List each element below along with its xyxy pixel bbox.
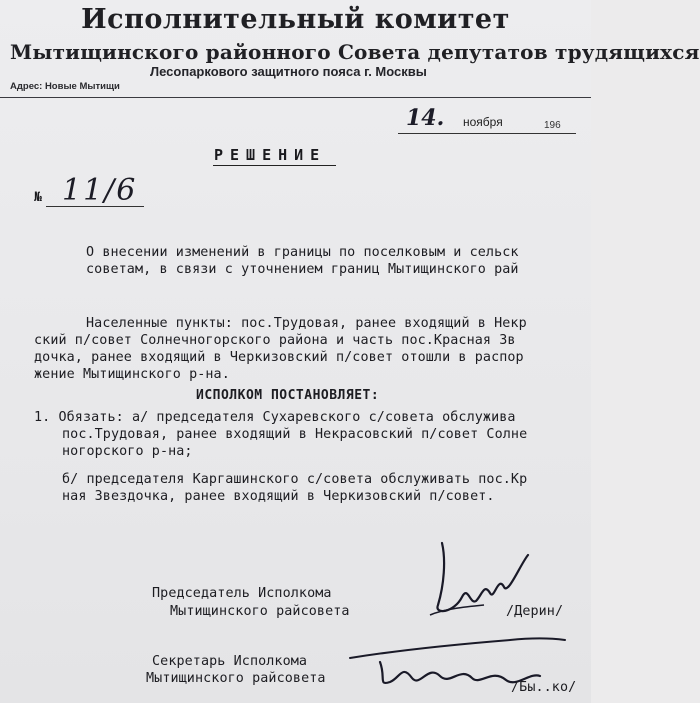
title-underline [213, 165, 336, 166]
preamble-line-2: ский п/совет Солнечногорского района и часть пос.Красная Зв [34, 333, 516, 348]
number-sign: № [34, 190, 42, 205]
date-year: 196 [544, 120, 561, 131]
secretary-title-line-1: Секретарь Исполкома [152, 654, 308, 669]
item1b-line-2: ная Звездочка, ранее входящий в Черкизовский п/совет. [62, 489, 495, 504]
number-underline [46, 206, 144, 207]
item1-line-3: ногорского р-на; [62, 444, 193, 459]
letterhead-zone: Лесопаркового защитного пояса г. Москвы [150, 64, 427, 79]
preamble-line-1: Населенные пункты: пос.Трудовая, ранее входящий в Некр [86, 316, 527, 331]
letterhead-address: Адрес: Новые Мытищи [10, 81, 120, 92]
document-number: 11/6 [62, 173, 138, 208]
item1-line-1: 1. Обязать: а/ председателя Сухаревского с/совета обслужива [34, 410, 516, 425]
item1-line-2: пос.Трудовая, ранее входящий в Некрасовский п/совет Солне [62, 427, 528, 442]
chairman-name: /Дерин/ [506, 604, 564, 619]
document-title: РЕШЕНИЕ [214, 146, 327, 164]
preamble-line-3: дочка, ранее входящий в Черкизовский п/совет отошли в распор [34, 350, 524, 365]
resolution-heading: ИСПОЛКОМ ПОСТАНОВЛЯЕТ: [196, 388, 380, 403]
date-month: ноября [463, 115, 503, 129]
letterhead-divider [0, 97, 591, 98]
secretary-title-line-2: Мытищинского райсовета [146, 671, 326, 686]
date-day: 14. [406, 105, 445, 131]
subject-line-2: советам, в связи с уточнением границ Мытищинского рай [86, 262, 519, 277]
letterhead-title: Исполнительный комитет [81, 4, 510, 35]
letterhead-council: Мытищинского районного Совета депутатов трудящихся [10, 40, 700, 64]
item1b-line-1: б/ председателя Каргашинского с/совета обслуживать пос.Кр [62, 472, 528, 487]
chairman-title-line-2: Мытищинского райсовета [170, 604, 350, 619]
preamble-line-4: жение Мытищинского р-на. [34, 367, 230, 382]
secretary-name: /Бы..ко/ [511, 680, 577, 695]
subject-line-1: О внесении изменений в границы по поселковым и сельск [86, 245, 519, 260]
chairman-title-line-1: Председатель Исполкома [152, 586, 332, 601]
